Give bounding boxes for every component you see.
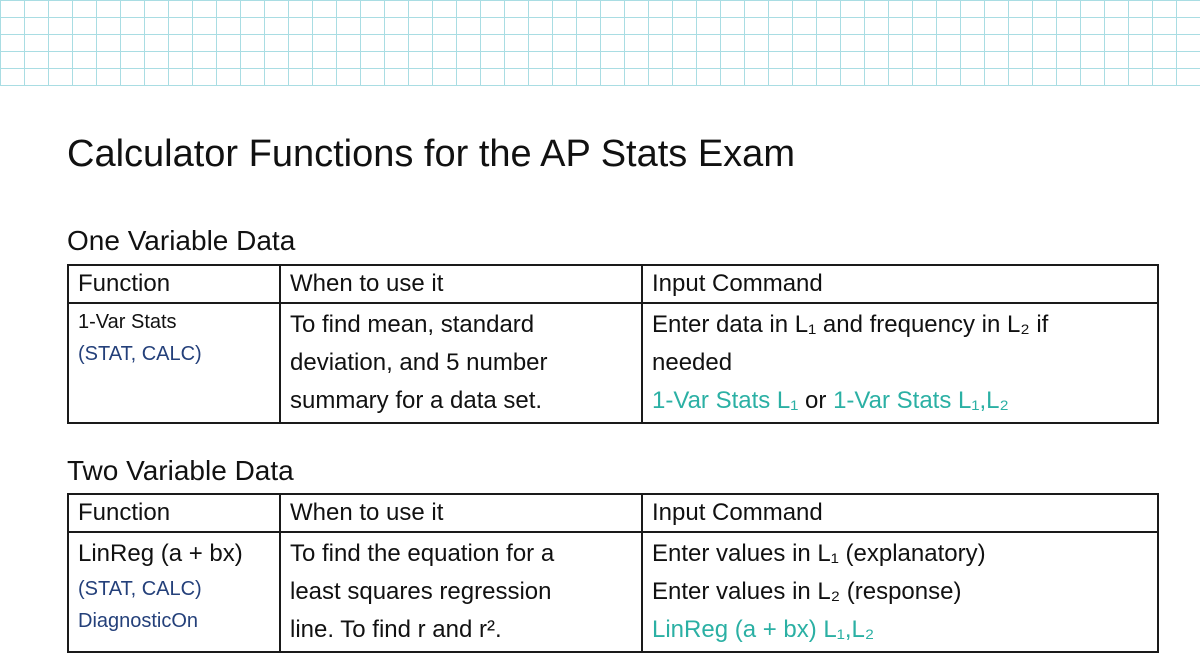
command-text: 1-Var Stats L₁,L₂ — [833, 387, 1009, 414]
header-when-to-use: When to use it — [280, 265, 642, 303]
graph-paper-header — [0, 0, 1200, 86]
function-keystrokes: (STAT, CALC) — [78, 578, 202, 600]
command-line — [652, 382, 1148, 420]
function-extra: DiagnosticOn — [78, 610, 199, 632]
function-cell — [68, 303, 280, 423]
table-row — [68, 532, 1158, 652]
table-header-row — [68, 265, 1158, 303]
input-line: Enter values in L₁ (explanatory) — [652, 540, 986, 567]
command-text: 1-Var Stats L₁ — [652, 387, 799, 414]
two-variable-table — [67, 493, 1159, 653]
when-line: summary for a data set. — [290, 387, 543, 414]
table-row — [68, 303, 1158, 423]
header-function: Function — [68, 494, 280, 532]
input-command-cell — [642, 303, 1158, 423]
when-to-use-cell — [280, 532, 642, 652]
one-variable-table — [67, 264, 1159, 424]
input-line: Enter values in L₂ (response) — [652, 578, 962, 605]
input-line: Enter data in L₁ and frequency in L₂ if — [652, 311, 1049, 338]
section-heading-one-variable: One Variable Data — [67, 225, 296, 256]
header-input-command: Input Command — [642, 265, 1158, 303]
when-line: To find mean, standard — [290, 311, 535, 338]
input-line: needed — [652, 349, 733, 376]
command-joiner: or — [798, 387, 834, 414]
when-line: line. To find r and r². — [290, 616, 502, 643]
table-header-row — [68, 494, 1158, 532]
function-name: LinReg (a + bx) — [78, 540, 243, 567]
function-keystrokes: (STAT, CALC) — [78, 343, 202, 365]
header-function: Function — [68, 265, 280, 303]
when-to-use-cell — [280, 303, 642, 423]
when-line: deviation, and 5 number — [290, 349, 548, 376]
command-text: LinReg (a + bx) L₁,L₂ — [652, 616, 875, 643]
header-input-command: Input Command — [642, 494, 1158, 532]
when-line: To find the equation for a — [290, 540, 555, 567]
function-cell — [68, 532, 280, 652]
header-when-to-use: When to use it — [280, 494, 642, 532]
function-name: 1-Var Stats — [78, 311, 177, 333]
when-line: least squares regression — [290, 578, 552, 605]
input-command-cell — [642, 532, 1158, 652]
page-title: Calculator Functions for the AP Stats Exam — [67, 133, 795, 175]
section-heading-two-variable: Two Variable Data — [67, 455, 294, 486]
